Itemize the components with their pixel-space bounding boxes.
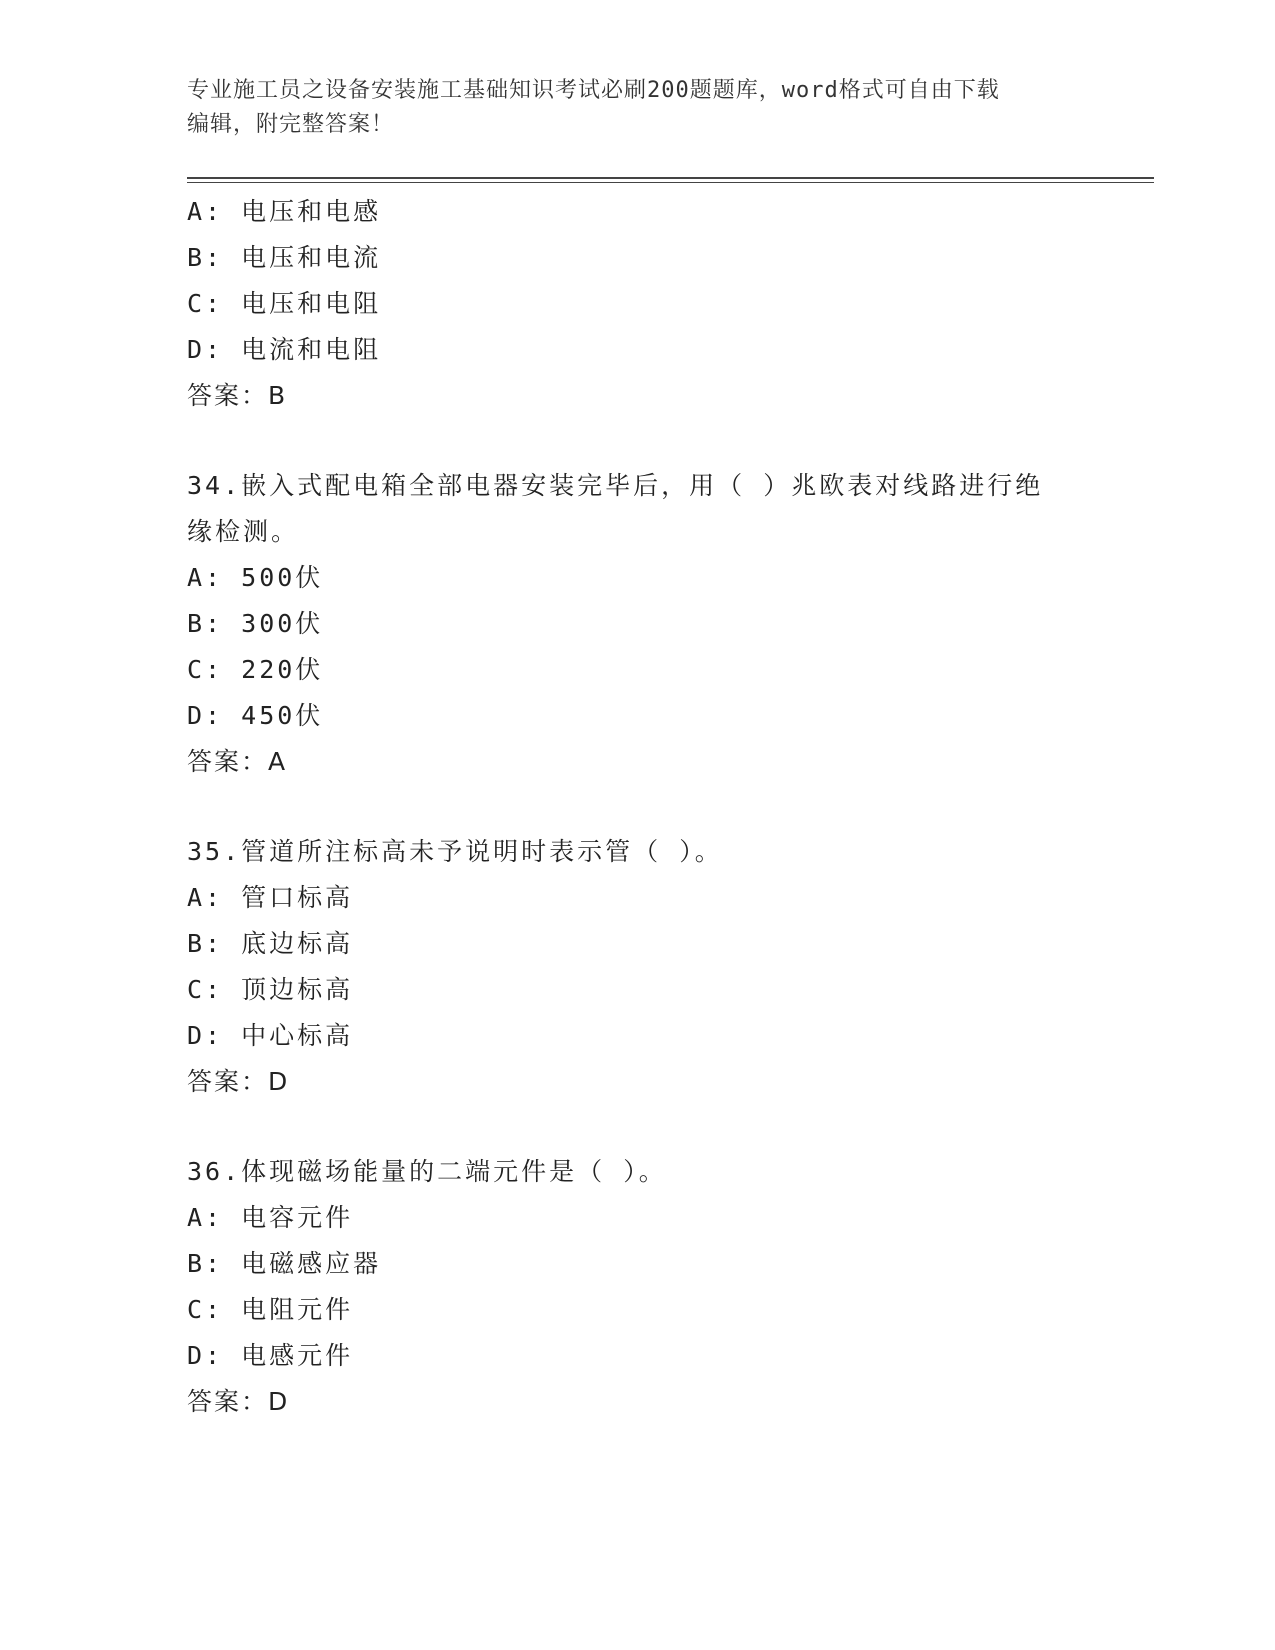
- option-b: B: 300伏: [187, 609, 324, 638]
- option-c: C: 顶边标高: [187, 975, 354, 1004]
- answer-line: 答案：A: [187, 747, 288, 776]
- option-a: A: 电容元件: [187, 1203, 354, 1232]
- question-stem-line-1: 34.嵌入式配电箱全部电器安装完毕后，用（ ）兆欧表对线路进行绝: [187, 471, 1044, 500]
- option-d: D: 电感元件: [187, 1341, 354, 1370]
- question-35: [187, 829, 1087, 1105]
- header-divider-thin: [187, 182, 1154, 183]
- question-36: [187, 1149, 1087, 1425]
- option-c: C: 电压和电阻: [187, 289, 382, 318]
- option-b: B: 电磁感应器: [187, 1249, 382, 1278]
- header-divider-thick: [187, 177, 1154, 179]
- option-b: B: 底边标高: [187, 929, 354, 958]
- option-c: C: 电阻元件: [187, 1295, 354, 1324]
- header-title-line-1: 专业施工员之设备安装施工基础知识考试必刷200题题库，word格式可自由下载: [187, 78, 1000, 103]
- question-33: [187, 189, 1087, 419]
- document-header: [187, 74, 1087, 142]
- option-d: D: 450伏: [187, 701, 324, 730]
- option-a: A: 电压和电感: [187, 197, 382, 226]
- question-stem: 36.体现磁场能量的二端元件是（ ）。: [187, 1157, 667, 1186]
- option-a: A: 管口标高: [187, 883, 354, 912]
- option-b: B: 电压和电流: [187, 243, 382, 272]
- question-stem-line-2: 缘检测。: [187, 517, 300, 546]
- answer-line: 答案：D: [187, 1387, 290, 1416]
- question-34: [187, 463, 1087, 785]
- answer-line: 答案：D: [187, 1067, 290, 1096]
- option-d: D: 中心标高: [187, 1021, 354, 1050]
- question-list: [187, 189, 1087, 1425]
- option-c: C: 220伏: [187, 655, 324, 684]
- answer-line: 答案：B: [187, 381, 288, 410]
- option-a: A: 500伏: [187, 563, 324, 592]
- option-d: D: 电流和电阻: [187, 335, 382, 364]
- header-title-line-2: 编辑，附完整答案！: [187, 112, 395, 137]
- question-stem: 35.管道所注标高未予说明时表示管（ ）。: [187, 837, 723, 866]
